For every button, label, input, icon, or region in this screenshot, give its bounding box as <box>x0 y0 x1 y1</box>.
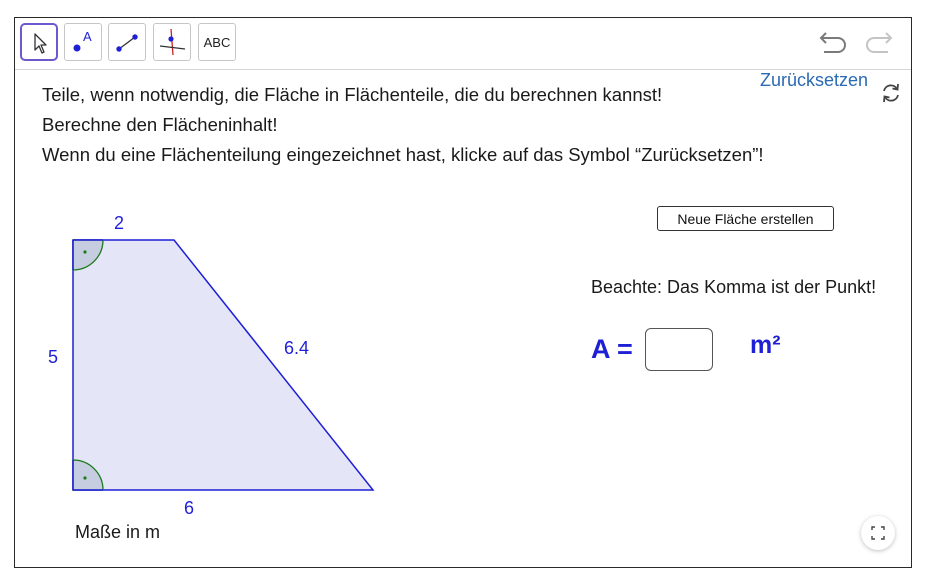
applet-frame <box>14 17 912 568</box>
reset-label[interactable]: Zurücksetzen <box>760 70 869 90</box>
units-caption: Maße in m <box>75 522 161 542</box>
top-side-length: 2 <box>114 213 125 233</box>
fullscreen-button[interactable] <box>861 516 895 550</box>
bottom-side-length: 6 <box>184 498 195 518</box>
new-area-button[interactable]: Neue Fläche erstellen <box>657 206 834 231</box>
trapezoid-figure <box>15 18 911 567</box>
instruction-line-2: Berechne den Flächeninhalt! <box>42 114 278 135</box>
instruction-line-3: Wenn du eine Flächenteilung eingezeichnet hast, klicke auf das Symbol “Zurücksetzen”! <box>42 144 764 165</box>
instruction-line-1: Teile, wenn notwendig, die Fläche in Flächenteile, die du berechnen kannst! <box>42 84 663 105</box>
area-unit: m² <box>750 331 781 359</box>
svg-text:A: A <box>83 29 92 44</box>
left-side-length: 5 <box>48 347 59 367</box>
comma-note: Beachte: Das Komma ist der Punkt! <box>591 277 877 297</box>
slant-side-length: 6.4 <box>284 338 310 358</box>
text-icon: ABC <box>203 34 231 50</box>
trapezoid-shape <box>73 240 373 490</box>
fullscreen-icon <box>861 516 895 550</box>
area-label: A = <box>591 334 633 364</box>
